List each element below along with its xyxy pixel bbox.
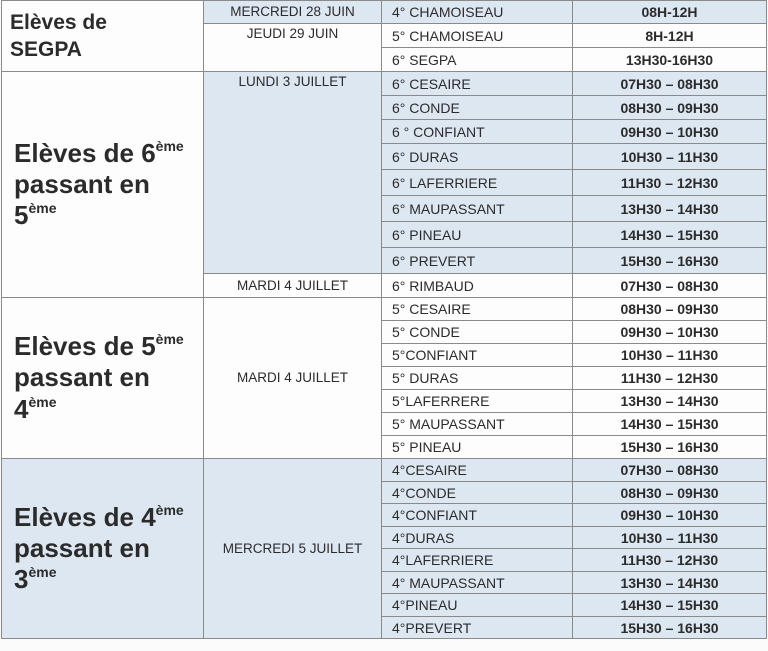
class-cell: 6° PREVERT <box>382 248 573 274</box>
class-cell: 5° CESAIRE <box>382 298 573 321</box>
superscript: ème <box>28 564 57 581</box>
class-cell: 4°CESAIRE <box>382 459 573 482</box>
class-cell: 4°LAFERRIERE <box>382 549 573 572</box>
group-label-line: 4 <box>14 393 29 424</box>
time-cell: 14H30 – 15H30 <box>573 594 767 617</box>
time-cell: 11H30 – 12H30 <box>573 549 767 572</box>
time-cell: 08H30 – 09H30 <box>573 298 767 321</box>
time-cell: 15H30 – 16H30 <box>573 248 767 274</box>
class-cell: 4°CONFIANT <box>382 504 573 527</box>
class-cell: 6° RIMBAUD <box>382 274 573 298</box>
group-label-line: Elèves de 5 <box>14 331 156 362</box>
group-label-line: passant en <box>14 362 150 393</box>
class-cell: 5° CHAMOISEAU <box>382 24 573 48</box>
time-cell: 13H30-16H30 <box>573 48 767 72</box>
class-cell: 4° CHAMOISEAU <box>382 1 573 24</box>
class-cell: 6° MAUPASSANT <box>382 196 573 222</box>
time-cell: 08H-12H <box>573 1 767 24</box>
time-cell: 15H30 – 16H30 <box>573 617 767 639</box>
class-cell: 6 ° CONFIANT <box>382 120 573 144</box>
superscript: ème <box>155 331 184 348</box>
class-cell: 5°LAFERRERE <box>382 390 573 413</box>
superscript: ème <box>28 393 57 410</box>
class-cell: 5° MAUPASSANT <box>382 413 573 436</box>
class-cell: 6° CESAIRE <box>382 72 573 96</box>
group-label-6eme <box>2 72 204 298</box>
time-cell: 08H30 – 09H30 <box>573 482 767 504</box>
class-cell: 6° DURAS <box>382 144 573 170</box>
table-row <box>2 1 767 24</box>
date-cell: MARDI 4 JUILLET <box>204 274 382 298</box>
date-cell: MERCREDI 5 JUILLET <box>204 459 382 639</box>
superscript: ème <box>155 501 184 518</box>
time-cell: 10H30 – 11H30 <box>573 344 767 367</box>
class-cell: 5°CONFIANT <box>382 344 573 367</box>
class-cell: 4° MAUPASSANT <box>382 572 573 594</box>
time-cell: 13H30 – 14H30 <box>573 572 767 594</box>
time-cell: 07H30 – 08H30 <box>573 72 767 96</box>
time-cell: 11H30 – 12H30 <box>573 170 767 196</box>
class-cell: 5° PINEAU <box>382 436 573 459</box>
class-cell: 6° CONDE <box>382 96 573 120</box>
group-label-line: 5 <box>14 200 29 231</box>
time-cell: 11H30 – 12H30 <box>573 367 767 390</box>
date-cell: MERCREDI 28 JUIN <box>204 1 382 24</box>
class-cell: 4°PREVERT <box>382 617 573 639</box>
class-cell: 4°CONDE <box>382 482 573 504</box>
time-cell: 15H30 – 16H30 <box>573 436 767 459</box>
group-label-line: 3 <box>14 564 29 595</box>
group-label-line: Elèves de 6 <box>14 137 156 168</box>
class-cell: 4°DURAS <box>382 527 573 549</box>
time-cell: 07H30 – 08H30 <box>573 459 767 482</box>
time-cell: 10H30 – 11H30 <box>573 527 767 549</box>
time-cell: 08H30 – 09H30 <box>573 96 767 120</box>
time-cell: 10H30 – 11H30 <box>573 144 767 170</box>
group-label-line: Elèves de <box>10 10 107 34</box>
group-label-line: Elèves de 4 <box>14 501 156 532</box>
group-label-segpa <box>2 1 204 72</box>
time-cell: 09H30 – 10H30 <box>573 504 767 527</box>
group-label-line: passant en <box>14 168 150 199</box>
time-cell: 09H30 – 10H30 <box>573 321 767 344</box>
date-cell: MARDI 4 JUILLET <box>204 298 382 459</box>
time-cell: 8H-12H <box>573 24 767 48</box>
time-cell: 13H30 – 14H30 <box>573 196 767 222</box>
time-cell: 07H30 – 08H30 <box>573 274 767 298</box>
class-cell: 6° PINEAU <box>382 222 573 248</box>
time-cell: 14H30 – 15H30 <box>573 413 767 436</box>
group-label-5eme <box>2 298 204 459</box>
superscript: ème <box>28 200 57 217</box>
group-label-4eme <box>2 459 204 639</box>
time-cell: 13H30 – 14H30 <box>573 390 767 413</box>
group-label-line: passant en <box>14 532 150 563</box>
time-cell: 09H30 – 10H30 <box>573 120 767 144</box>
time-cell: 14H30 – 15H30 <box>573 222 767 248</box>
class-cell: 4°PINEAU <box>382 594 573 617</box>
class-cell: 6° SEGPA <box>382 48 573 72</box>
group-label-line: SEGPA <box>10 38 82 61</box>
table-row <box>2 298 767 321</box>
schedule-table <box>1 0 767 639</box>
class-cell: 5° DURAS <box>382 367 573 390</box>
superscript: ème <box>155 137 184 154</box>
class-cell: 6° LAFERRIERE <box>382 170 573 196</box>
class-cell: 5° CONDE <box>382 321 573 344</box>
table-row <box>2 459 767 482</box>
table-row <box>2 72 767 96</box>
date-cell: LUNDI 3 JUILLET <box>204 72 382 274</box>
date-cell: JEUDI 29 JUIN <box>204 24 382 72</box>
